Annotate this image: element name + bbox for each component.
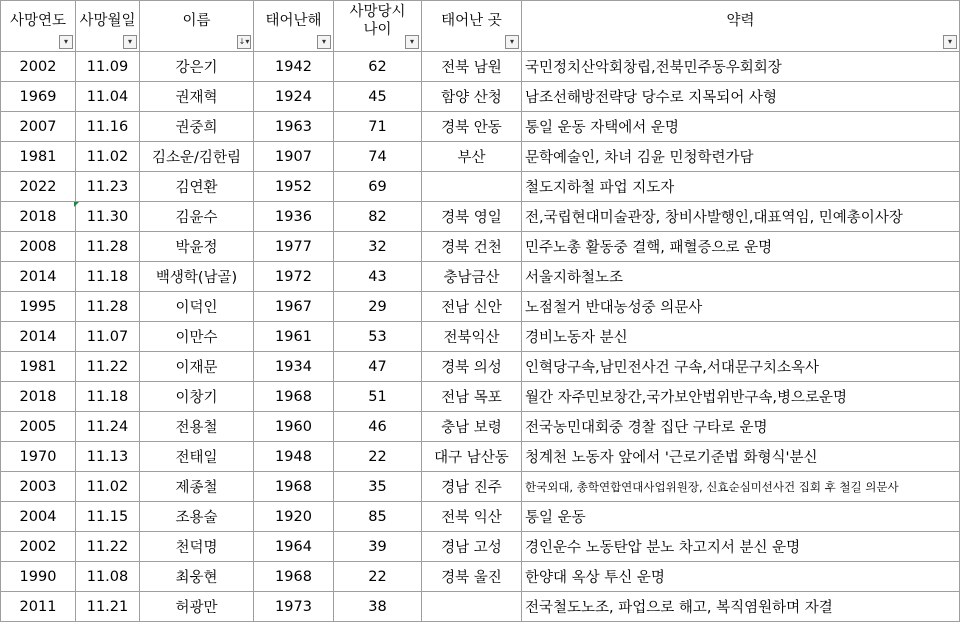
cell-age-at-death[interactable]: 29 — [334, 292, 422, 322]
cell-death-year[interactable]: 2002 — [1, 52, 76, 82]
filter-dropdown-icon[interactable]: ▾ — [317, 35, 331, 49]
cell-death-date[interactable]: 11.15 — [76, 502, 140, 532]
cell-death-year[interactable]: 2004 — [1, 502, 76, 532]
cell-birth-year[interactable]: 1963 — [254, 112, 334, 142]
table-row — [1, 382, 960, 412]
filter-dropdown-icon[interactable]: ▾ — [943, 35, 957, 49]
cell-death-date[interactable]: 11.02 — [76, 142, 140, 172]
cell-birth-year[interactable]: 1907 — [254, 142, 334, 172]
cell-biography[interactable]: 전국농민대회중 경찰 집단 구타로 운명 — [522, 412, 960, 442]
cell-comment-indicator — [74, 202, 79, 207]
cell-biography[interactable]: 한국외대, 총학연합연대사업위원장, 신효순심미선사건 집회 후 철길 의문사 — [522, 472, 960, 502]
cell-name[interactable]: 박윤정 — [140, 232, 254, 262]
cell-death-date[interactable]: 11.22 — [76, 532, 140, 562]
cell-biography[interactable]: 청계천 노동자 앞에서 '근로기준법 화형식'분신 — [522, 442, 960, 472]
cell-name[interactable]: 이덕인 — [140, 292, 254, 322]
cell-birth-year[interactable]: 1942 — [254, 52, 334, 82]
cell-death-date[interactable]: 11.18 — [76, 262, 140, 292]
cell-death-date[interactable]: 11.24 — [76, 412, 140, 442]
cell-birth-year[interactable]: 1968 — [254, 562, 334, 592]
cell-death-year[interactable]: 1990 — [1, 562, 76, 592]
cell-biography[interactable]: 노점철거 반대농성중 의문사 — [522, 292, 960, 322]
table-row — [1, 322, 960, 352]
cell-death-year[interactable]: 2003 — [1, 472, 76, 502]
cell-birthplace[interactable]: 경북 의성 — [422, 352, 522, 382]
cell-age-at-death[interactable]: 46 — [334, 412, 422, 442]
cell-age-at-death[interactable]: 22 — [334, 562, 422, 592]
column-header-label: 태어난해 — [265, 13, 322, 29]
cell-birthplace[interactable]: 경북 건천 — [422, 232, 522, 262]
cell-birthplace[interactable]: 경북 울진 — [422, 562, 522, 592]
cell-age-at-death[interactable]: 43 — [334, 262, 422, 292]
cell-age-at-death[interactable]: 82 — [334, 202, 422, 232]
table-row — [1, 52, 960, 82]
cell-birth-year[interactable]: 1968 — [254, 472, 334, 502]
cell-biography[interactable]: 인혁당구속,남민전사건 구속,서대문구치소옥사 — [522, 352, 960, 382]
table-row — [1, 82, 960, 112]
cell-biography[interactable]: 남조선해방전략당 당수로 지목되어 사형 — [522, 82, 960, 112]
table-row — [1, 352, 960, 382]
column-header-age-at-death[interactable] — [334, 1, 422, 52]
cell-birth-year[interactable]: 1936 — [254, 202, 334, 232]
table-row — [1, 442, 960, 472]
cell-name[interactable]: 전태일 — [140, 442, 254, 472]
cell-death-date[interactable]: 11.30 — [76, 202, 140, 232]
cell-birth-year[interactable]: 1967 — [254, 292, 334, 322]
cell-biography[interactable]: 한양대 옥상 투신 운명 — [522, 562, 960, 592]
cell-birthplace[interactable]: 경남 고성 — [422, 532, 522, 562]
cell-name[interactable]: 전용철 — [140, 412, 254, 442]
cell-name[interactable]: 조용술 — [140, 502, 254, 532]
cell-name[interactable]: 권재혁 — [140, 82, 254, 112]
cell-age-at-death[interactable]: 85 — [334, 502, 422, 532]
cell-age-at-death[interactable]: 47 — [334, 352, 422, 382]
cell-name[interactable]: 김소운/김한림 — [140, 142, 254, 172]
cell-death-year[interactable]: 2002 — [1, 532, 76, 562]
table-row — [1, 532, 960, 562]
column-header-name[interactable] — [140, 1, 254, 52]
cell-biography[interactable]: 월간 자주민보창간,국가보안법위반구속,병으로운명 — [522, 382, 960, 412]
filter-dropdown-icon[interactable]: ▾ — [505, 35, 519, 49]
table-row — [1, 472, 960, 502]
cell-name[interactable]: 백생학(남골) — [140, 262, 254, 292]
cell-name[interactable]: 권중희 — [140, 112, 254, 142]
cell-name[interactable]: 이재문 — [140, 352, 254, 382]
cell-death-date[interactable]: 11.21 — [76, 592, 140, 622]
cell-biography[interactable]: 철도지하철 파업 지도자 — [522, 172, 960, 202]
cell-age-at-death[interactable]: 39 — [334, 532, 422, 562]
cell-birthplace[interactable]: 함양 산청 — [422, 82, 522, 112]
cell-age-at-death[interactable]: 51 — [334, 382, 422, 412]
cell-death-date[interactable]: 11.08 — [76, 562, 140, 592]
cell-death-year[interactable]: 1970 — [1, 442, 76, 472]
cell-birth-year[interactable]: 1968 — [254, 382, 334, 412]
cell-birthplace[interactable]: 경북 영일 — [422, 202, 522, 232]
column-header-biography[interactable] — [522, 1, 960, 52]
cell-birth-year[interactable]: 1934 — [254, 352, 334, 382]
filter-dropdown-icon[interactable]: ▾ — [405, 35, 419, 49]
cell-death-year[interactable]: 1969 — [1, 82, 76, 112]
column-header-label: 이름 — [182, 13, 211, 29]
sort-filter-dropdown-icon[interactable]: ↓▾ — [237, 35, 251, 49]
column-header-death-year[interactable] — [1, 1, 76, 52]
cell-death-date[interactable]: 11.02 — [76, 472, 140, 502]
table-body — [1, 52, 960, 622]
cell-death-year[interactable]: 1981 — [1, 142, 76, 172]
cell-birthplace[interactable]: 전북익산 — [422, 322, 522, 352]
table-row — [1, 232, 960, 262]
cell-birthplace[interactable]: 경북 안동 — [422, 112, 522, 142]
cell-name[interactable]: 천덕명 — [140, 532, 254, 562]
cell-death-date[interactable]: 11.28 — [76, 232, 140, 262]
column-header-label: 사망연도 — [9, 13, 67, 29]
table-row — [1, 202, 960, 232]
column-header-birthplace[interactable] — [422, 1, 522, 52]
column-header-label: 사망월일 — [79, 13, 136, 29]
cell-biography[interactable]: 통일 운동 — [522, 502, 960, 532]
cell-birth-year[interactable]: 1948 — [254, 442, 334, 472]
cell-birthplace[interactable]: 전남 신안 — [422, 292, 522, 322]
cell-name[interactable]: 이만수 — [140, 322, 254, 352]
table-row — [1, 172, 960, 202]
cell-age-at-death[interactable]: 69 — [334, 172, 422, 202]
cell-age-at-death[interactable]: 71 — [334, 112, 422, 142]
cell-name[interactable]: 강은기 — [140, 52, 254, 82]
cell-birthplace[interactable]: 전북 익산 — [422, 502, 522, 532]
cell-biography[interactable]: 통일 운동 자택에서 운명 — [522, 112, 960, 142]
cell-death-year[interactable]: 2018 — [1, 382, 76, 412]
cell-birthplace[interactable]: 충남금산 — [422, 262, 522, 292]
header-row — [1, 1, 960, 52]
cell-birth-year[interactable]: 1924 — [254, 82, 334, 112]
cell-death-year[interactable]: 2018 — [1, 202, 76, 232]
cell-age-at-death[interactable]: 32 — [334, 232, 422, 262]
filter-dropdown-icon[interactable]: ▾ — [59, 35, 73, 49]
cell-death-year[interactable]: 2014 — [1, 322, 76, 352]
cell-biography[interactable]: 경인운수 노동탄압 분노 차고지서 분신 운명 — [522, 532, 960, 562]
cell-death-date[interactable]: 11.22 — [76, 352, 140, 382]
cell-death-date[interactable]: 11.07 — [76, 322, 140, 352]
cell-death-date[interactable]: 11.28 — [76, 292, 140, 322]
table-row — [1, 562, 960, 592]
cell-death-year[interactable]: 2008 — [1, 232, 76, 262]
cell-biography[interactable]: 국민정치산악회창립,전북민주동우회회장 — [522, 52, 960, 82]
column-header-label: 태어난 곳 — [441, 13, 502, 29]
cell-name[interactable]: 허광만 — [140, 592, 254, 622]
table-row — [1, 262, 960, 292]
cell-age-at-death[interactable]: 53 — [334, 322, 422, 352]
cell-birth-year[interactable]: 1920 — [254, 502, 334, 532]
cell-death-year[interactable]: 2014 — [1, 262, 76, 292]
cell-death-year[interactable]: 2011 — [1, 592, 76, 622]
cell-age-at-death[interactable]: 38 — [334, 592, 422, 622]
cell-birthplace[interactable]: 대구 남산동 — [422, 442, 522, 472]
table-row — [1, 112, 960, 142]
cell-death-date[interactable]: 11.09 — [76, 52, 140, 82]
cell-birthplace[interactable]: 부산 — [422, 142, 522, 172]
table-row — [1, 292, 960, 322]
cell-death-year[interactable]: 2007 — [1, 112, 76, 142]
cell-name[interactable]: 김연환 — [140, 172, 254, 202]
cell-birth-year[interactable]: 1972 — [254, 262, 334, 292]
cell-age-at-death[interactable]: 62 — [334, 52, 422, 82]
cell-death-date[interactable]: 11.23 — [76, 172, 140, 202]
column-header-label: 사망당시 나이 — [349, 4, 406, 38]
cell-birthplace[interactable]: 충남 보령 — [422, 412, 522, 442]
cell-name[interactable]: 이창기 — [140, 382, 254, 412]
cell-death-date[interactable]: 11.13 — [76, 442, 140, 472]
table-row — [1, 142, 960, 172]
cell-age-at-death[interactable]: 74 — [334, 142, 422, 172]
cell-biography[interactable]: 문학예술인, 차녀 김윤 민청학련가담 — [522, 142, 960, 172]
cell-death-year[interactable]: 2005 — [1, 412, 76, 442]
cell-biography[interactable]: 전,국립현대미술관장, 창비사발행인,대표역임, 민예총이사장 — [522, 202, 960, 232]
cell-biography[interactable]: 서울지하철노조 — [522, 262, 960, 292]
cell-death-date[interactable]: 11.04 — [76, 82, 140, 112]
cell-biography[interactable]: 전국철도노조, 파업으로 해고, 복직염원하며 자결 — [522, 592, 960, 622]
cell-death-year[interactable]: 1981 — [1, 352, 76, 382]
table-row — [1, 502, 960, 532]
cell-name[interactable]: 최웅현 — [140, 562, 254, 592]
cell-birth-year[interactable]: 1960 — [254, 412, 334, 442]
cell-death-year[interactable]: 1995 — [1, 292, 76, 322]
column-header-death-date[interactable] — [76, 1, 140, 52]
cell-birth-year[interactable]: 1977 — [254, 232, 334, 262]
column-header-label: 약력 — [726, 13, 755, 29]
cell-birthplace[interactable]: 전남 목포 — [422, 382, 522, 412]
cell-death-date[interactable]: 11.16 — [76, 112, 140, 142]
table-row — [1, 412, 960, 442]
cell-age-at-death[interactable]: 22 — [334, 442, 422, 472]
cell-birth-year[interactable]: 1973 — [254, 592, 334, 622]
cell-biography[interactable]: 경비노동자 분신 — [522, 322, 960, 352]
cell-name[interactable]: 김윤수 — [140, 202, 254, 232]
cell-death-year[interactable]: 2022 — [1, 172, 76, 202]
cell-name[interactable]: 제종철 — [140, 472, 254, 502]
cell-birth-year[interactable]: 1964 — [254, 532, 334, 562]
cell-birthplace[interactable] — [422, 172, 522, 202]
cell-age-at-death[interactable]: 45 — [334, 82, 422, 112]
table-row — [1, 592, 960, 622]
cell-birthplace[interactable] — [422, 592, 522, 622]
cell-age-at-death[interactable]: 35 — [334, 472, 422, 502]
filter-dropdown-icon[interactable]: ▾ — [123, 35, 137, 49]
cell-birth-year[interactable]: 1952 — [254, 172, 334, 202]
cell-birthplace[interactable]: 전북 남원 — [422, 52, 522, 82]
cell-birth-year[interactable]: 1961 — [254, 322, 334, 352]
cell-birthplace[interactable]: 경남 진주 — [422, 472, 522, 502]
cell-biography[interactable]: 민주노총 활동중 결핵, 패혈증으로 운명 — [522, 232, 960, 262]
column-header-birth-year[interactable] — [254, 1, 334, 52]
cell-death-date[interactable]: 11.18 — [76, 382, 140, 412]
